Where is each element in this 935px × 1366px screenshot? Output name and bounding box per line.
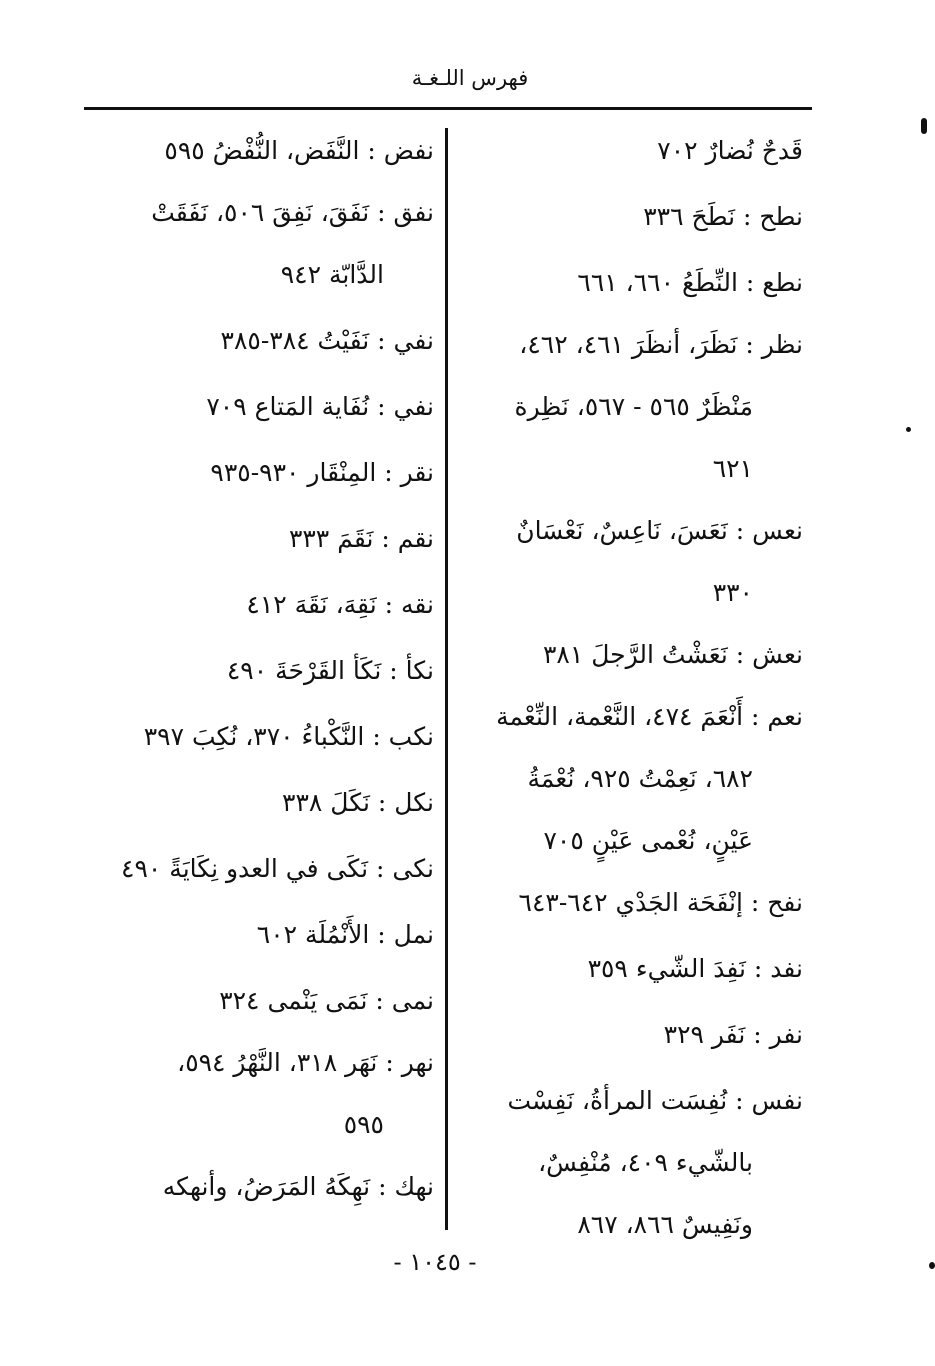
entry-continuation: ونَفِيسٌ ٨٦٦، ٨٦٧ xyxy=(577,1210,753,1239)
index-entry xyxy=(82,853,434,885)
index-entry xyxy=(458,887,803,919)
index-entry xyxy=(82,325,434,357)
entry-line: نفي : نَفَيْتُ ٣٨٤-٣٨٥ xyxy=(220,326,434,355)
index-entry xyxy=(458,1085,803,1241)
index-entry xyxy=(82,589,434,621)
entry-line: نقر : المِنْقَار ٩٣٠-٩٣٥ xyxy=(210,458,434,487)
entry-line: نظر : نَظَرَ، أنظَرَ ٤٦١، ٤٦٢، xyxy=(519,330,803,359)
header-rule xyxy=(84,107,812,110)
index-entry xyxy=(458,953,803,985)
entry-line: نفح : إنْفَحَة الجَدْي ٦٤٢-٦٤٣ xyxy=(518,888,803,917)
index-entry xyxy=(458,1019,803,1051)
index-entry xyxy=(458,515,803,609)
entry-line: نعش : نَعَشْتُ الرَّجلَ ٣٨١ xyxy=(542,640,803,669)
entry-line: نفق : نَفَقَ، نَفِقَ ٥٠٦، نَفَقَتْ xyxy=(151,198,434,227)
entry-continuation: بالشّيء ٤٠٩، مُنْفِسٌ، xyxy=(538,1148,753,1177)
index-entry xyxy=(458,135,803,167)
entry-continuation: ٦٢١ xyxy=(712,454,753,483)
entry-line: نفض : النَّفَض، النُّفْضُ ٥٩٥ xyxy=(164,136,434,165)
index-entry xyxy=(458,701,803,857)
entry-continuation: الدَّابّة ٩٤٢ xyxy=(280,260,384,289)
entry-line: نفس : نُفِسَت المرأةُ، نَفِسْت xyxy=(507,1086,803,1115)
index-entry xyxy=(82,919,434,951)
entry-line: نكأ : نَكَأ القَرْحَةَ ٤٩٠ xyxy=(226,656,434,685)
page-title: فهرس اللـغـة xyxy=(411,66,529,90)
entry-continuation: ٥٩٥ xyxy=(343,1110,384,1139)
entry-line: نفد : نَفِدَ الشّيء ٣٥٩ xyxy=(587,954,803,983)
entry-line: نمى : نَمَى يَنْمى ٣٢٤ xyxy=(219,986,434,1015)
entry-line: نفر : نَفَر ٣٢٩ xyxy=(663,1020,803,1049)
entry-continuation: ٦٨٢، نَعِمْتُ ٩٢٥، نُعْمَةُ xyxy=(527,764,753,793)
entry-line: نعس : نَعَسَ، نَاعِسٌ، نَعْسَانٌ xyxy=(516,516,803,545)
entry-continuation: عَيْنٍ، نُعْمى عَيْنٍ ٧٠٥ xyxy=(543,826,753,855)
index-entry xyxy=(82,985,434,1017)
entry-line: نعم : أَنْعَمَ ٤٧٤، النَّعْمة، النِّعْمة xyxy=(496,702,803,731)
scan-speck xyxy=(929,1262,935,1269)
scan-speck xyxy=(921,118,927,134)
left-column xyxy=(82,135,434,1203)
index-entry xyxy=(82,457,434,489)
index-entry xyxy=(82,1171,434,1203)
entry-line: نمل : الأَنْمُلَة ٦٠٢ xyxy=(256,920,434,949)
entry-line: نفي : نُفَاية المَتاع ٧٠٩ xyxy=(206,392,434,421)
entry-line: نكب : النَّكْباءُ ٣٧٠، نُكِبَ ٣٩٧ xyxy=(143,722,434,751)
entry-line: نطع : النِّطَعُ ٦٦٠، ٦٦١ xyxy=(577,268,803,297)
index-entry xyxy=(82,655,434,687)
index-entry xyxy=(82,787,434,819)
right-column xyxy=(458,135,803,1241)
entry-line: نكل : نَكَلَ ٣٣٨ xyxy=(282,788,434,817)
entry-line: نهر : نَهَر ٣١٨، النَّهْرُ ٥٩٤، xyxy=(177,1048,434,1077)
entry-line: نقه : نَقِهَ، نَقَهَ ٤١٢ xyxy=(246,590,434,619)
index-entry xyxy=(82,135,434,167)
scan-speck xyxy=(906,427,911,432)
entry-continuation: مَنْظَرٌ ٥٦٥ - ٥٦٧، نَظِرة xyxy=(514,392,753,421)
index-entry xyxy=(458,329,803,485)
index-entry xyxy=(82,523,434,555)
index-entry xyxy=(82,391,434,423)
entry-line: نقم : نَقَمَ ٣٣٣ xyxy=(288,524,434,553)
index-entry xyxy=(82,197,434,291)
entry-continuation: ٣٣٠ xyxy=(712,578,753,607)
entry-line: قَدحٌ نُضارٌ ٧٠٢ xyxy=(657,136,803,165)
column-divider xyxy=(445,128,448,1230)
entry-line: نطح : نَطَحَ ٣٣٦ xyxy=(643,202,803,231)
page-number: - ١٠٤٥ - xyxy=(393,1248,477,1276)
index-entry xyxy=(458,267,803,299)
index-entry xyxy=(458,639,803,671)
entry-line: نهك : نَهِكَهُ المَرَضُ، وأنهكه xyxy=(162,1172,434,1201)
index-entry xyxy=(82,1047,434,1141)
entry-line: نكى : نَكَى في العدو نِكَايَةً ٤٩٠ xyxy=(121,854,434,883)
index-entry xyxy=(458,201,803,233)
index-entry xyxy=(82,721,434,753)
